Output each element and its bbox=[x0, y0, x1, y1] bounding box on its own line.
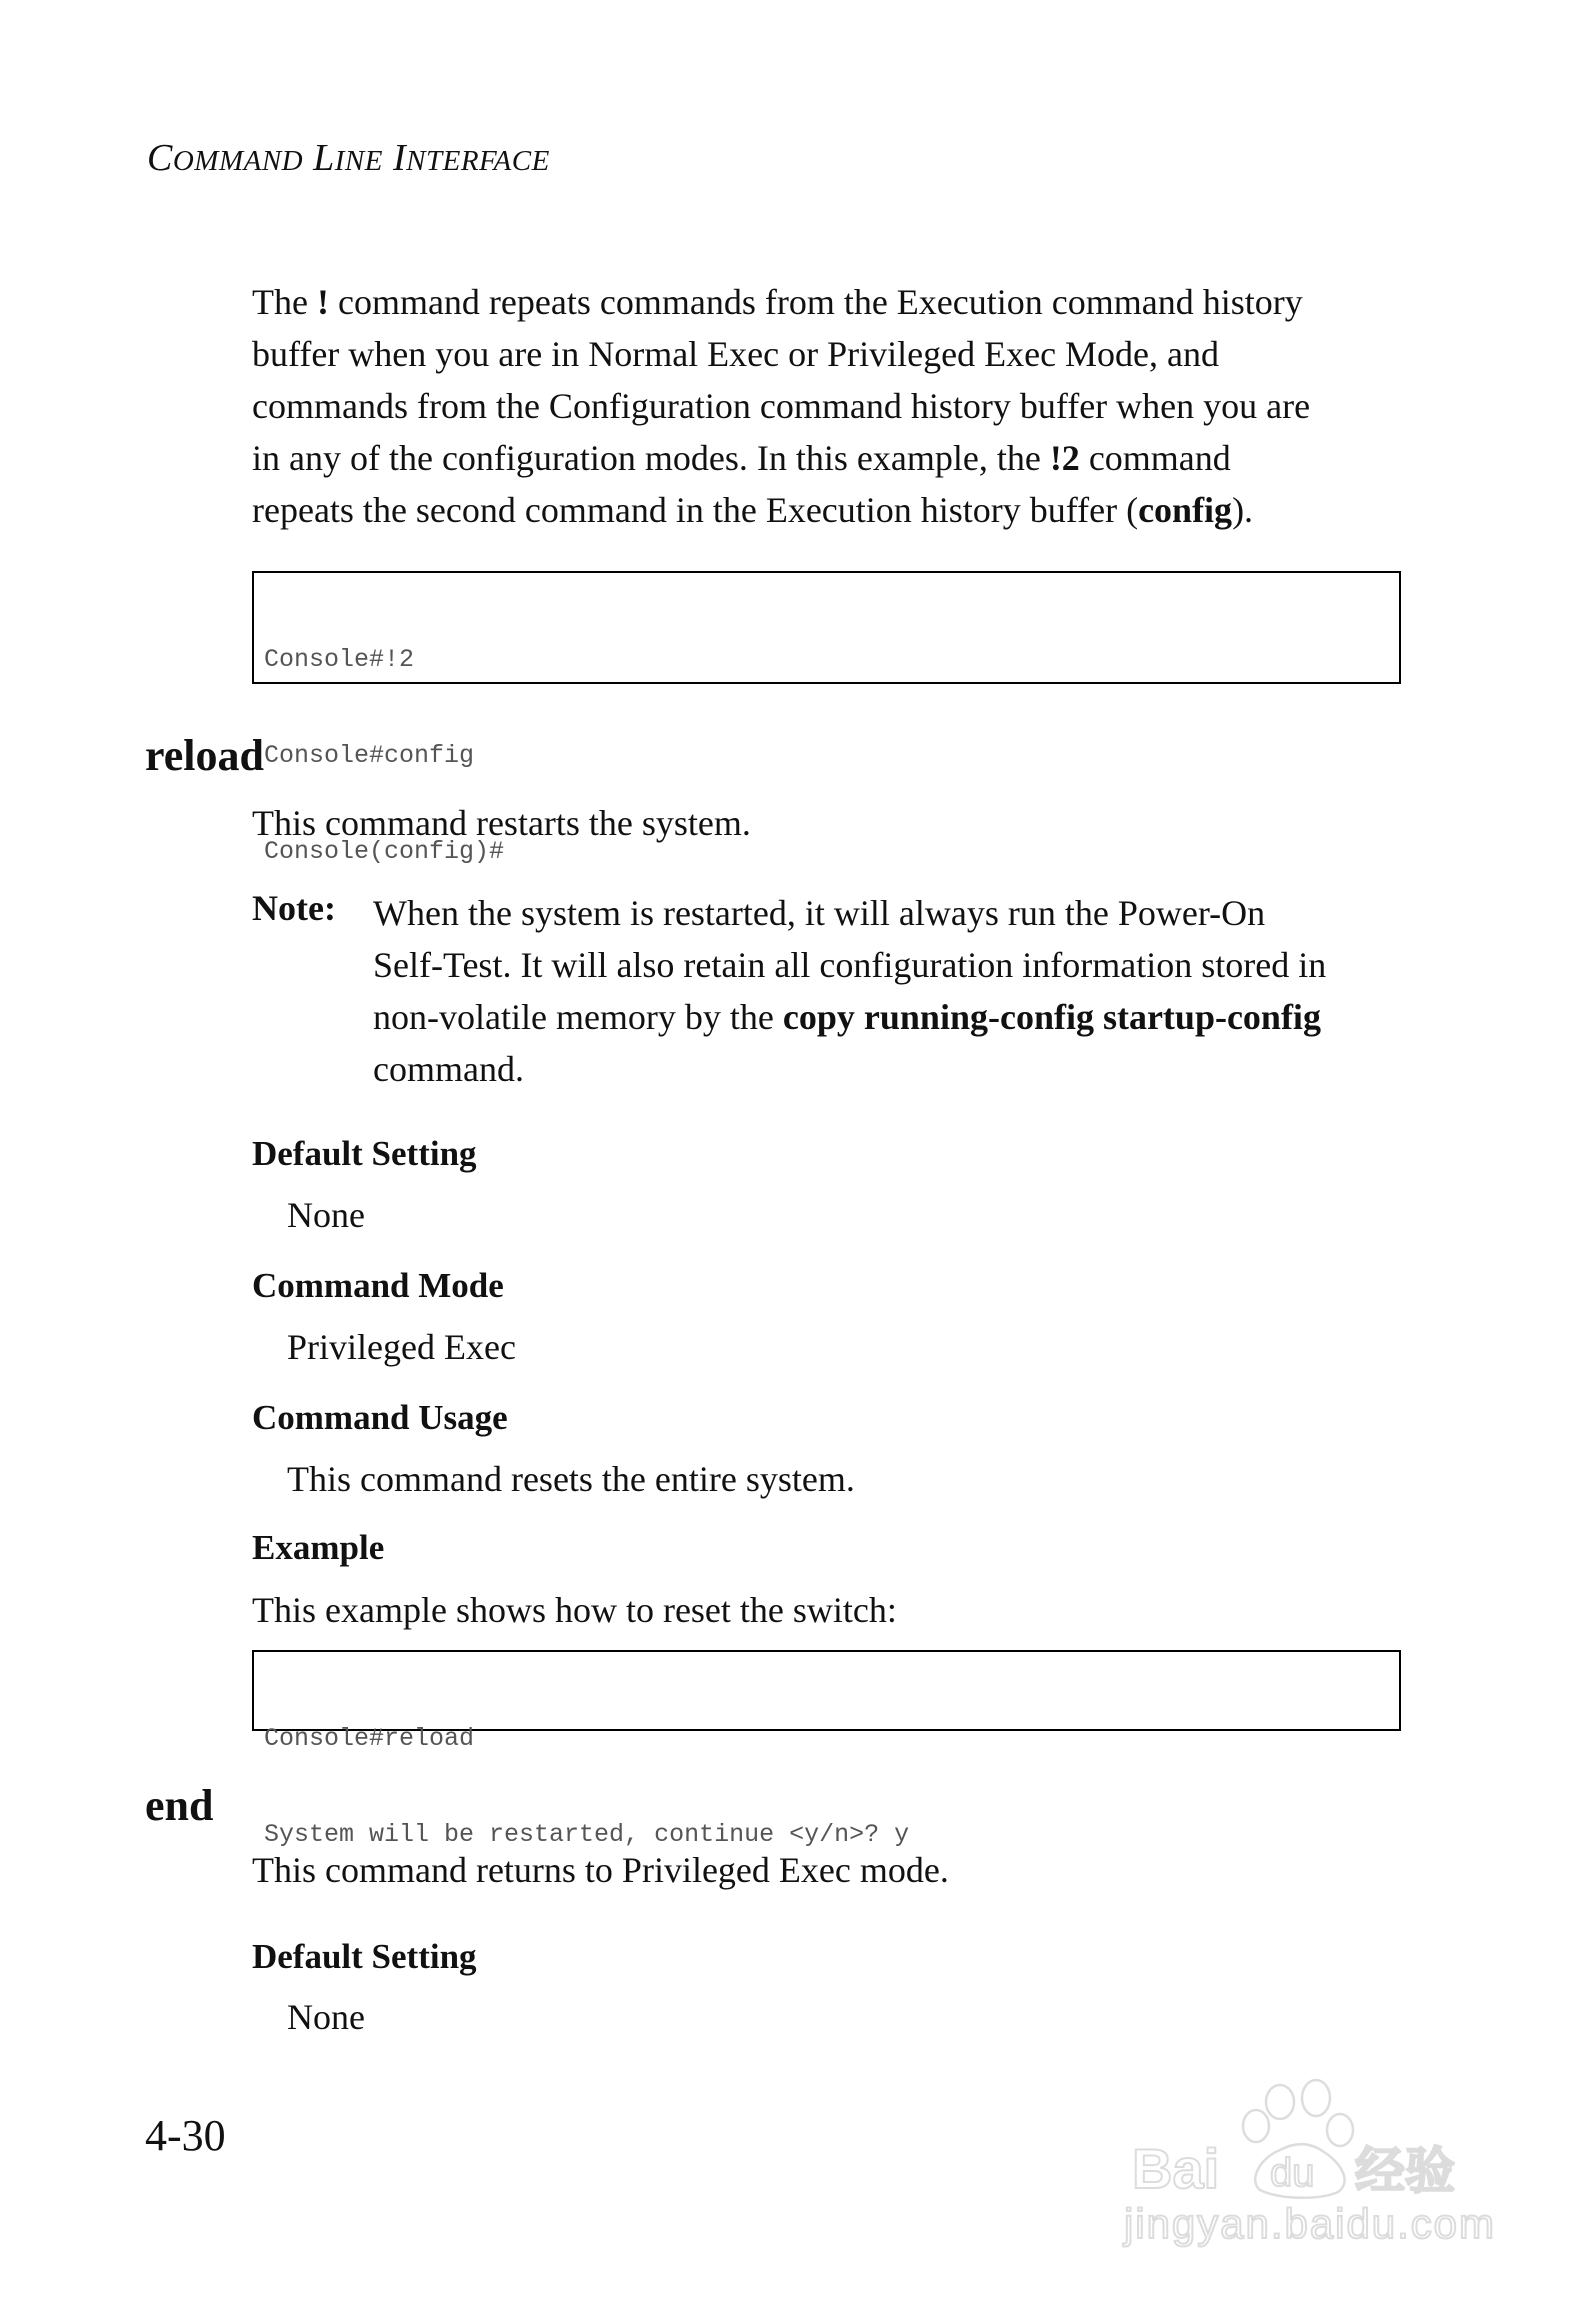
intro-paragraph bbox=[252, 276, 1412, 536]
example-heading: Example bbox=[252, 1528, 385, 1567]
note-line: Self-Test. It will also retain all configuration information stored in bbox=[373, 945, 1327, 985]
note-body bbox=[373, 887, 1413, 1095]
command-mode-heading: Command Mode bbox=[252, 1266, 504, 1305]
watermark-bai: Bai bbox=[1132, 2137, 1220, 2200]
running-head-smallcaps: INE bbox=[334, 145, 383, 177]
running-header bbox=[147, 136, 550, 180]
paragraph-line: repeats the second command in the Execution history buffer (config). bbox=[252, 490, 1254, 530]
note-line: When the system is restarted, it will always run the Power-On bbox=[373, 893, 1266, 933]
note-line: non-volatile memory by the copy running-config startup-config bbox=[373, 997, 1321, 1037]
end-description: This command returns to Privileged Exec mode. bbox=[252, 1850, 949, 1890]
code-line: Console#config bbox=[264, 741, 475, 770]
bold-keyword: !2 bbox=[1049, 438, 1080, 478]
running-head-cap: L bbox=[313, 137, 335, 179]
code-line: System will be restarted, continue <y/n>? y bbox=[264, 1820, 910, 1849]
default-setting-value: None bbox=[287, 1195, 365, 1235]
code-example-reload bbox=[252, 1650, 1401, 1849]
running-head-smallcaps: OMMAND bbox=[172, 145, 304, 177]
page-number: 4-30 bbox=[145, 2111, 226, 2160]
command-usage-heading: Command Usage bbox=[252, 1398, 508, 1437]
paragraph-line: buffer when you are in Normal Exec or Privileged Exec Mode, and bbox=[252, 334, 1220, 374]
bold-keyword: config bbox=[1138, 490, 1233, 530]
paw-toe bbox=[1266, 2085, 1294, 2119]
paw-toe bbox=[1302, 2080, 1330, 2116]
note-label: Note: bbox=[252, 888, 336, 928]
code-line: Console#reload bbox=[264, 1724, 475, 1753]
paw-toe bbox=[1327, 2114, 1353, 2146]
bold-keyword: copy running-config startup-config bbox=[782, 997, 1321, 1037]
watermark-url: jingyan.baidu.com bbox=[1124, 2200, 1494, 2247]
code-line: Console(config)# bbox=[264, 837, 505, 866]
command-mode-value: Privileged Exec bbox=[287, 1327, 516, 1367]
watermark-cn: 经验 bbox=[1355, 2142, 1455, 2200]
code-line: Console#!2 bbox=[264, 645, 415, 674]
section-heading-reload: reload bbox=[145, 731, 264, 780]
baidu-watermark-logo bbox=[1120, 2060, 1500, 2250]
paragraph-line: in any of the configuration modes. In this example, the !2 command bbox=[252, 438, 1231, 478]
running-head-cap: I bbox=[392, 137, 407, 179]
section-heading-end: end bbox=[145, 1781, 214, 1830]
running-head-smallcaps: NTERFACE bbox=[406, 145, 550, 177]
note-line: command. bbox=[373, 1049, 524, 1089]
end-default-setting-heading: Default Setting bbox=[252, 1937, 477, 1976]
running-head-cap: C bbox=[147, 137, 173, 179]
paw-toe bbox=[1243, 2110, 1269, 2142]
example-intro: This example shows how to reset the switch: bbox=[252, 1590, 897, 1630]
default-setting-heading: Default Setting bbox=[252, 1134, 477, 1173]
paragraph-line: commands from the Configuration command history buffer when you are bbox=[252, 386, 1311, 426]
watermark-du: du bbox=[1270, 2151, 1315, 2195]
paragraph-line: The ! command repeats commands from the Execution command history bbox=[252, 282, 1303, 322]
command-usage-value: This command resets the entire system. bbox=[287, 1459, 855, 1499]
bold-keyword: ! bbox=[316, 282, 329, 322]
end-default-setting-value: None bbox=[287, 1997, 365, 2037]
reload-description: This command restarts the system. bbox=[252, 803, 751, 843]
